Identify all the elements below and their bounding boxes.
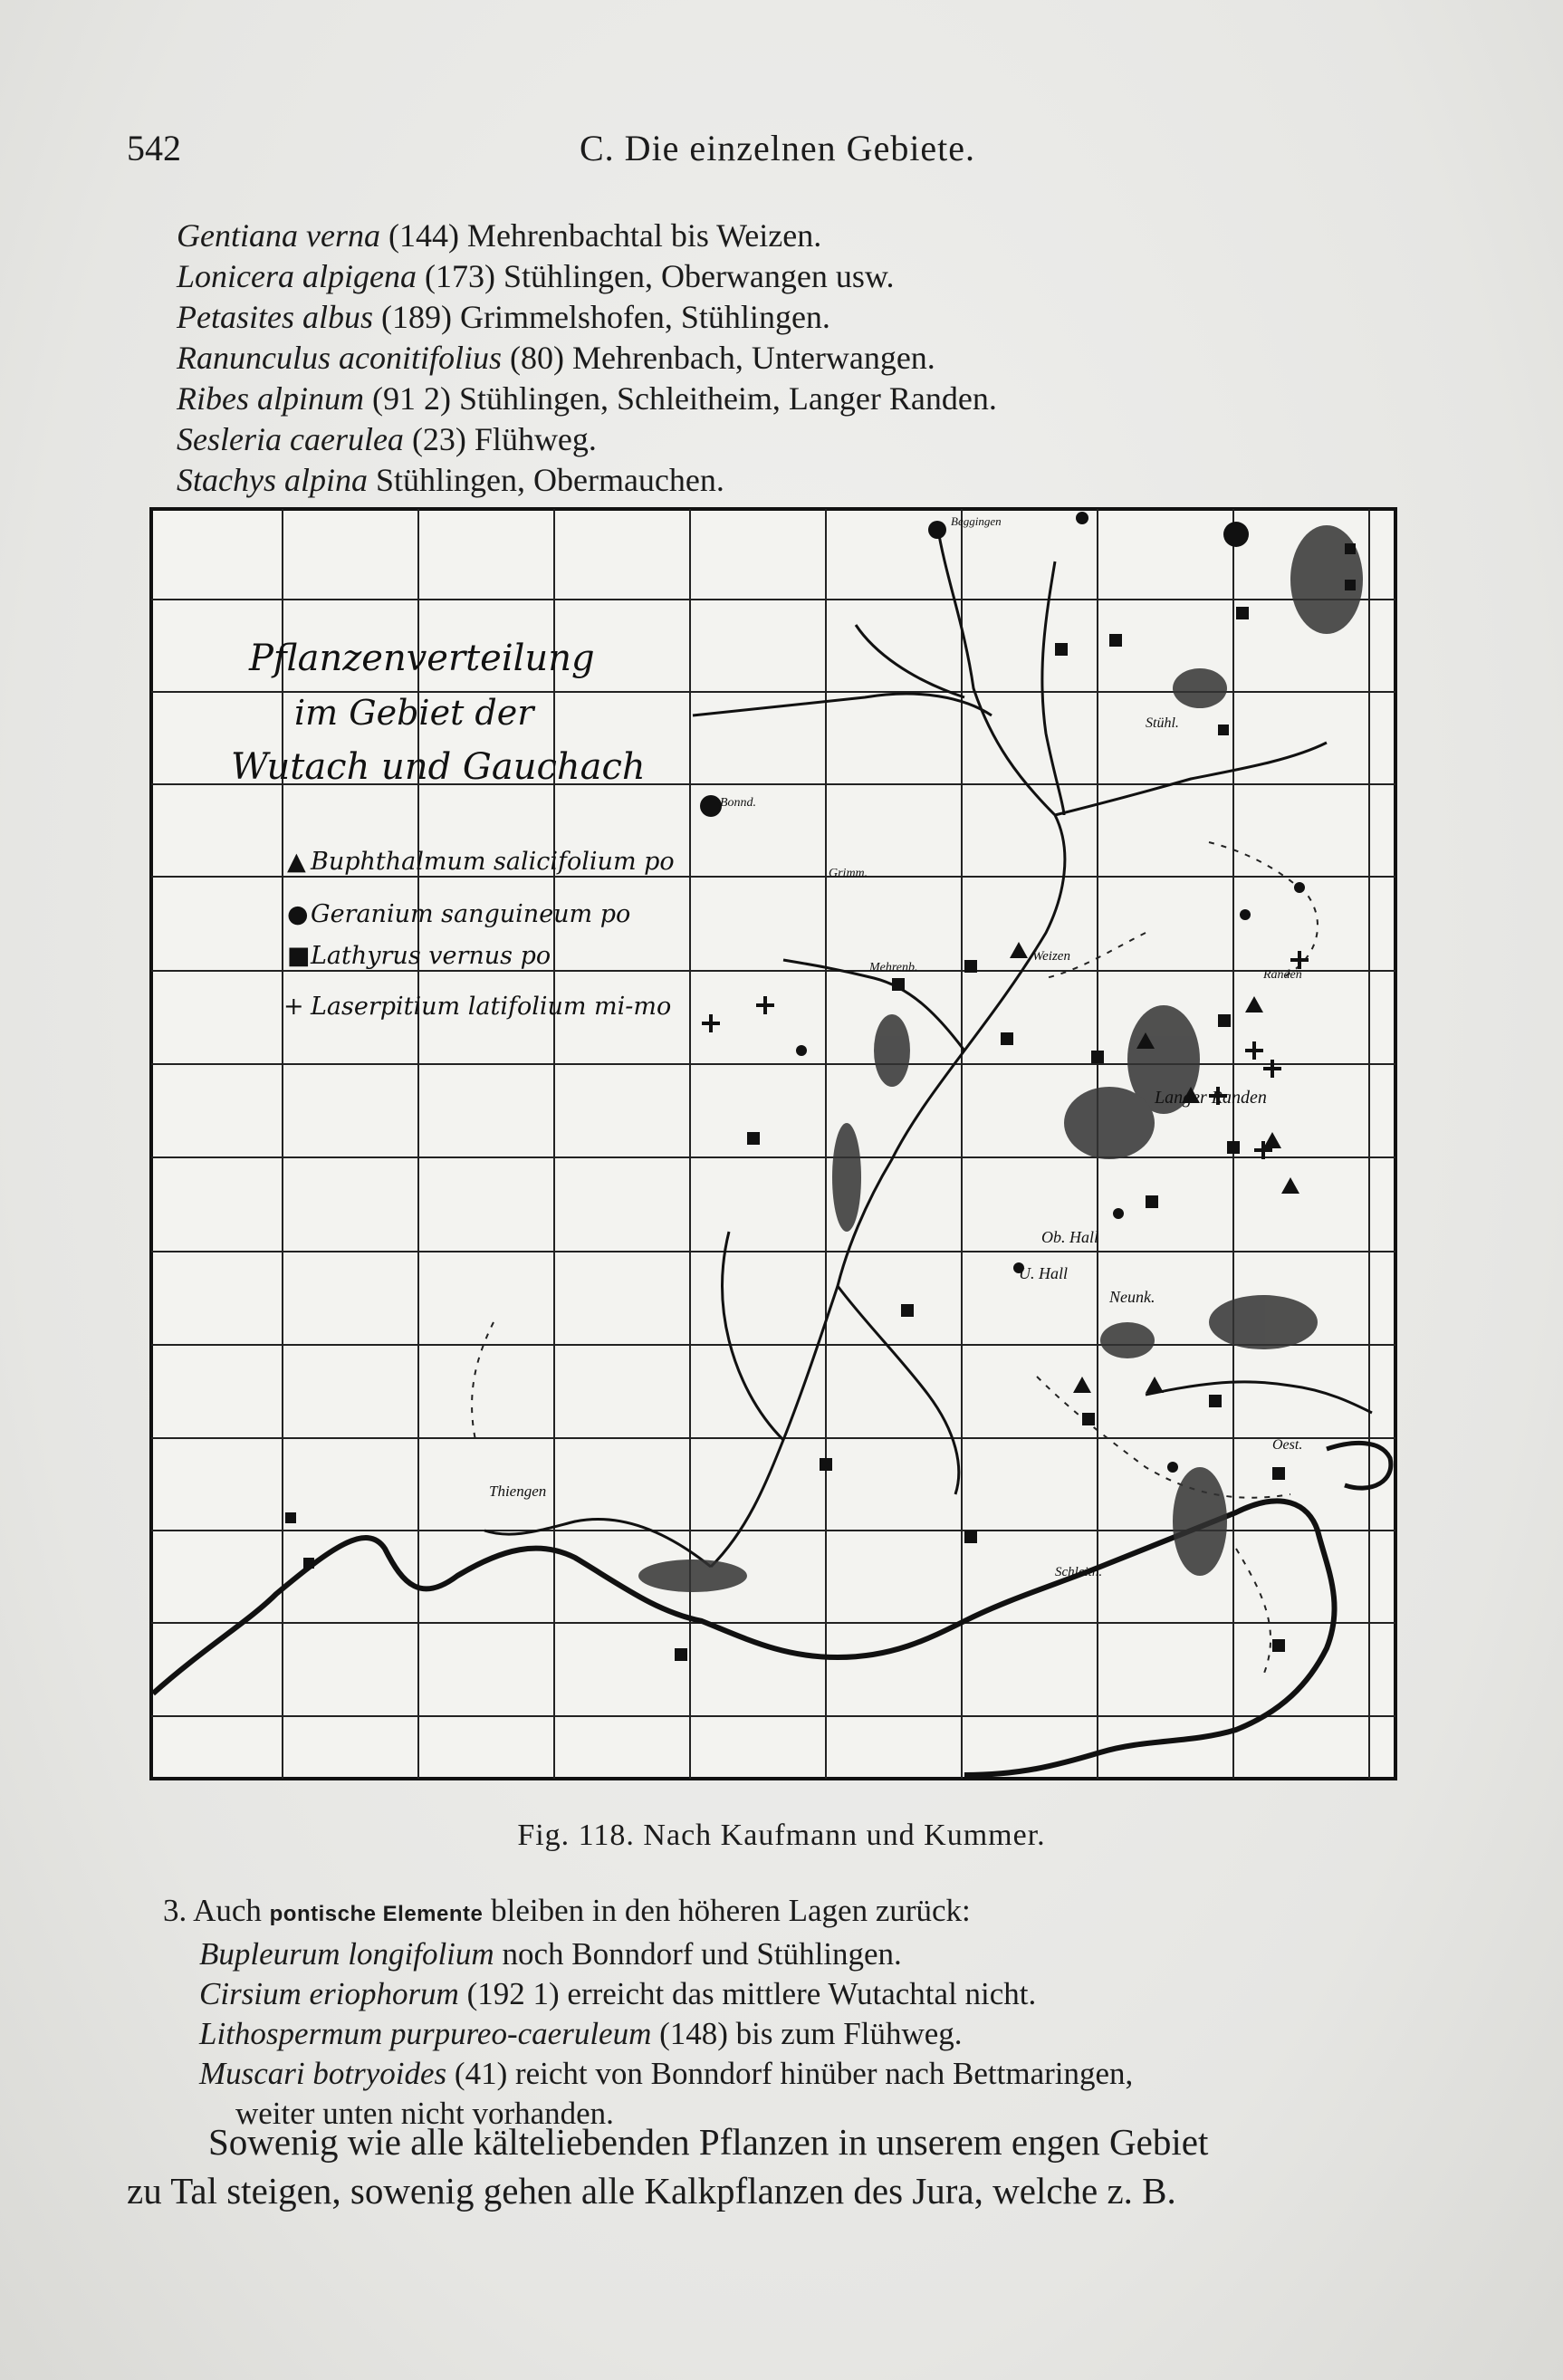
species-name: Ribes alpinum xyxy=(177,380,364,417)
running-head: C. Die einzelnen Gebiete. xyxy=(580,128,976,168)
species-detail: (80) Mehrenbach, Unterwangen. xyxy=(501,340,935,376)
species-continuation: weiter unten nicht vorhanden. xyxy=(235,2096,614,2131)
page-header xyxy=(127,127,1413,181)
species-entry xyxy=(177,338,1309,379)
species-entry xyxy=(177,460,1309,501)
legend-symbol: + xyxy=(283,993,304,1021)
figure-caption: Fig. 118. Nach Kaufmann und Kummer. xyxy=(517,1819,1046,1852)
intro-pre: Auch xyxy=(193,1893,270,1928)
species-name: Muscari botryoides xyxy=(199,2056,447,2091)
species-detail: (192 1) erreicht das mittlere Wutachtal nicht. xyxy=(458,1976,1037,2011)
distribution-map xyxy=(149,507,1397,1780)
species-entry xyxy=(177,297,1309,338)
legend-label: Lathyrus vernus po xyxy=(311,942,551,970)
species-name: Stachys alpina xyxy=(177,462,368,498)
map-title-line: im Gebiet der xyxy=(294,693,534,733)
species-entry xyxy=(177,216,1309,256)
place-label: Randen xyxy=(1263,968,1302,982)
species-name: Lonicera alpigena xyxy=(177,258,417,294)
map-title-line: Wutach und Gauchach xyxy=(231,746,646,788)
legend-label: Buphthalmum salicifolium po xyxy=(311,848,675,876)
page-number: 542 xyxy=(127,128,181,168)
species-entry xyxy=(177,379,1309,419)
place-label: Beggingen xyxy=(951,514,1002,528)
place-label: Thiengen xyxy=(489,1483,547,1500)
map-title-line: Pflanzenverteilung xyxy=(249,638,595,679)
species-name: Cirsium eriophorum xyxy=(199,1976,459,2011)
species-detail: noch Bonndorf und Stühlingen. xyxy=(494,1936,902,1972)
place-label: Mehrenb. xyxy=(869,961,918,974)
species-entry xyxy=(177,419,1309,460)
place-label: Neunk. xyxy=(1109,1288,1155,1306)
intro-emphasis: pontische Elemente xyxy=(269,1902,484,1926)
body-paragraph xyxy=(127,2117,1413,2215)
paragraph-line: Sowenig wie alle kälteliebenden Pflanzen in unserem engen Gebiet xyxy=(208,2121,1209,2163)
species-list-top xyxy=(177,216,1309,501)
species-detail: (148) bis zum Flühweg. xyxy=(651,2016,963,2051)
species-name: Sesleria caerulea xyxy=(177,421,404,457)
legend-symbol: ● xyxy=(287,900,309,928)
species-entry xyxy=(163,1974,1431,2014)
legend-label: Geranium sanguineum po xyxy=(311,900,631,928)
intro-post: bleiben in den höheren Lagen zurück: xyxy=(483,1893,971,1928)
place-label: Schleith. xyxy=(1055,1565,1103,1579)
map-svg xyxy=(149,507,1397,1780)
section-number: 3. xyxy=(163,1893,187,1928)
species-detail: (189) Grimmelshofen, Stühlingen. xyxy=(372,299,830,335)
species-detail: (23) Flühweg. xyxy=(403,421,597,457)
section-pontische-elemente xyxy=(163,1891,1431,2134)
place-label: Grimm. xyxy=(829,867,868,880)
paragraph-line: zu Tal steigen, sowenig gehen alle Kalkpflanzen des Jura, welche z. B. xyxy=(127,2170,1176,2212)
species-entry xyxy=(163,2014,1431,2054)
legend-symbol: ▲ xyxy=(287,848,306,876)
species-name: Bupleurum longifolium xyxy=(199,1936,494,1972)
place-label: Bonnd. xyxy=(720,796,757,810)
section-intro xyxy=(163,1891,1431,1934)
legend-label: Laserpitium latifolium mi-mo xyxy=(311,993,672,1021)
place-label: U. Hall xyxy=(1019,1264,1068,1282)
species-detail: (41) reicht von Bonndorf hinüber nach Bettmaringen, xyxy=(446,2056,1134,2091)
place-label: Weizen xyxy=(1032,949,1070,964)
legend-symbol: ■ xyxy=(287,942,311,970)
species-name: Lithospermum purpureo-caeruleum xyxy=(199,2016,652,2051)
species-entry xyxy=(163,1934,1431,1974)
species-detail: Stühlingen, Obermauchen. xyxy=(367,462,724,498)
species-detail: (144) Mehrenbachtal bis Weizen. xyxy=(379,217,822,254)
species-name: Ranunculus aconitifolius xyxy=(177,340,502,376)
species-name: Gentiana verna xyxy=(177,217,380,254)
species-name: Petasites albus xyxy=(177,299,373,335)
species-detail: (91 2) Stühlingen, Schleitheim, Langer Randen. xyxy=(363,380,997,417)
place-label: Ob. Hall xyxy=(1041,1228,1098,1246)
place-label: Oest. xyxy=(1272,1437,1303,1453)
place-label: Langer Randen xyxy=(1155,1088,1267,1108)
species-entry xyxy=(163,2054,1431,2094)
species-detail: (173) Stühlingen, Oberwangen usw. xyxy=(416,258,895,294)
place-label: Stühl. xyxy=(1146,715,1179,731)
species-entry xyxy=(177,256,1309,297)
